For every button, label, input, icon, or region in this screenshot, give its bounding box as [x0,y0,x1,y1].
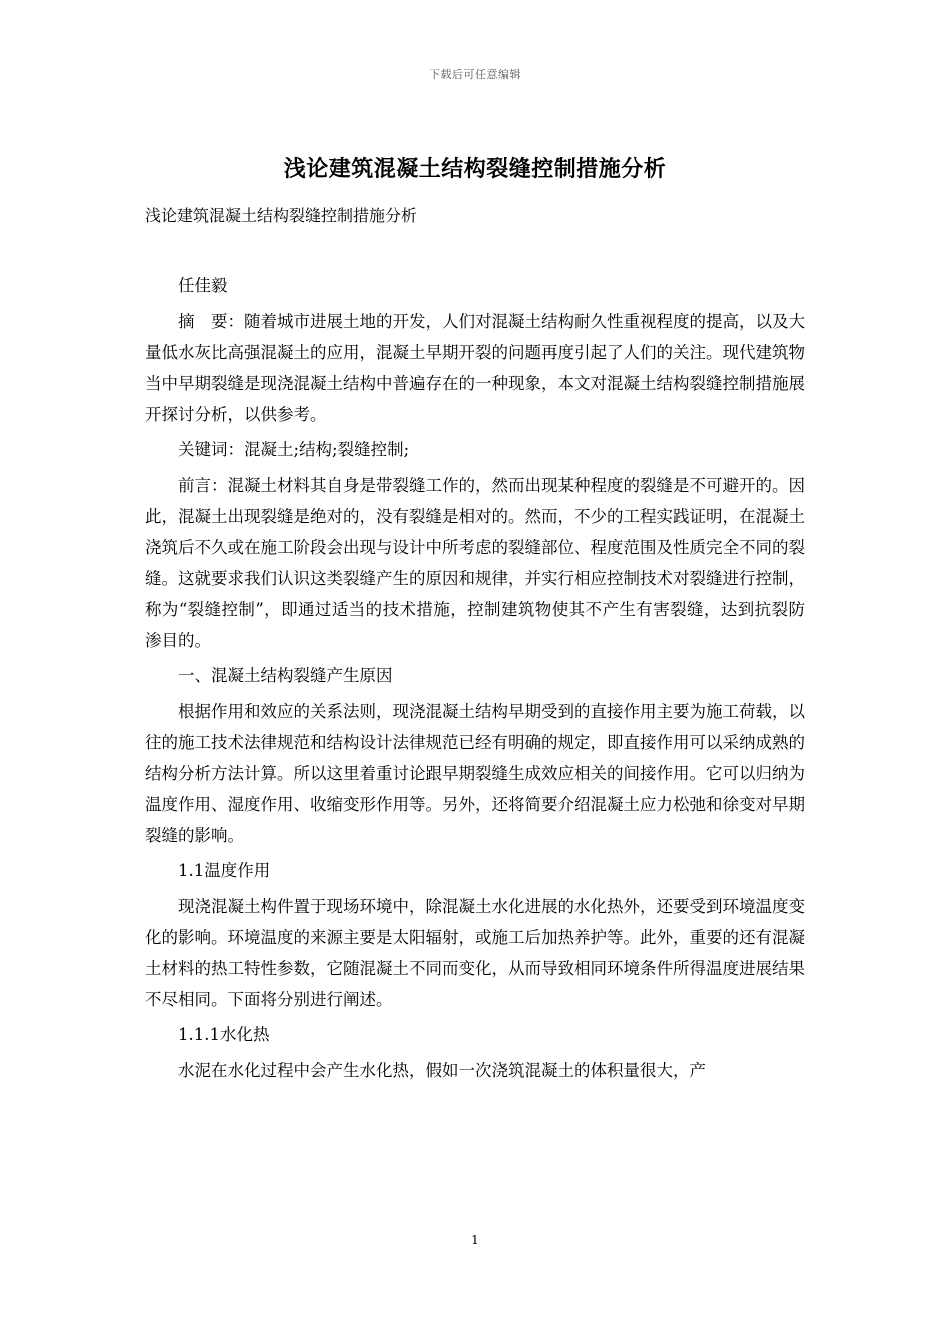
subsection-heading-1-1-1: 1.1.1水化热 [178,1025,270,1044]
document-body [145,270,805,1090]
section-heading-1: 一、混凝土结构裂缝产生原因 [178,666,393,685]
subsection-heading-1-1: 1.1温度作用 [178,861,271,880]
section-1-paragraph: 根据作用和效应的关系法则，现浇混凝土结构早期受到的直接作用主要为施工荷载，以往的施工技术法律规范和结构设计法律规范已经有明确的规定，即直接作用可以采纳成熟的结构分析方法计算。所以这里着重讨论跟早期裂缝生成效应相关的间接作用。它可以归纳为温度作用、湿度作用、收缩变形作用等。另外，还将简要介绍混凝土应力松弛和徐变对早期裂缝的影响。 [145,701,805,845]
keywords-paragraph: 关键词：混凝土;结构;裂缝控制; [178,440,410,459]
document-subtitle: 浅论建筑混凝土结构裂缝控制措施分析 [145,206,418,225]
author-line: 任佳毅 [178,276,228,295]
preface-paragraph: 前言：混凝土材料其自身是带裂缝工作的，然而出现某种程度的裂缝是不可避开的。因此，混凝土出现裂缝是绝对的，没有裂缝是相对的。然而，不少的工程实践证明，在混凝土浇筑后不久或在施工阶段会出现与设计中所考虑的裂缝部位、程度范围及性质完全不同的裂缝。这就要求我们认识这类裂缝产生的原因和规律，并实行相应控制技术对裂缝进行控制，称为“裂缝控制”，即通过适当的技术措施，控制建筑物使其不产生有害裂缝，达到抗裂防渗目的。 [145,475,805,650]
abstract-paragraph: 摘 要：随着城市进展土地的开发，人们对混凝土结构耐久性重视程度的提高，以及大量低水灰比高强混凝土的应用，混凝土早期开裂的问题再度引起了人们的关注。现代建筑物当中早期裂缝是现浇混凝土结构中普遍存在的一种现象，本文对混凝土结构裂缝控制措施展开探讨分析，以供参考。 [145,311,805,424]
document-title: 浅论建筑混凝土结构裂缝控制措施分析 [283,156,667,182]
subsection-1-1-paragraph: 现浇混凝土构件置于现场环境中，除混凝土水化进展的水化热外，还要受到环境温度变化的影响。环境温度的来源主要是太阳辐射，或施工后加热养护等。此外，重要的还有混凝土材料的热工特性参数，它随混凝土不同而变化，从而导致相同环境条件所得温度进展结果不尽相同。下面将分别进行阐述。 [145,896,805,1009]
subsection-1-1-1-paragraph: 水泥在水化过程中会产生水化热，假如一次浇筑混凝土的体积量很大，产 [178,1060,706,1080]
page-number: 1 [471,1233,479,1247]
header-note: 下载后可任意编辑 [429,68,521,81]
